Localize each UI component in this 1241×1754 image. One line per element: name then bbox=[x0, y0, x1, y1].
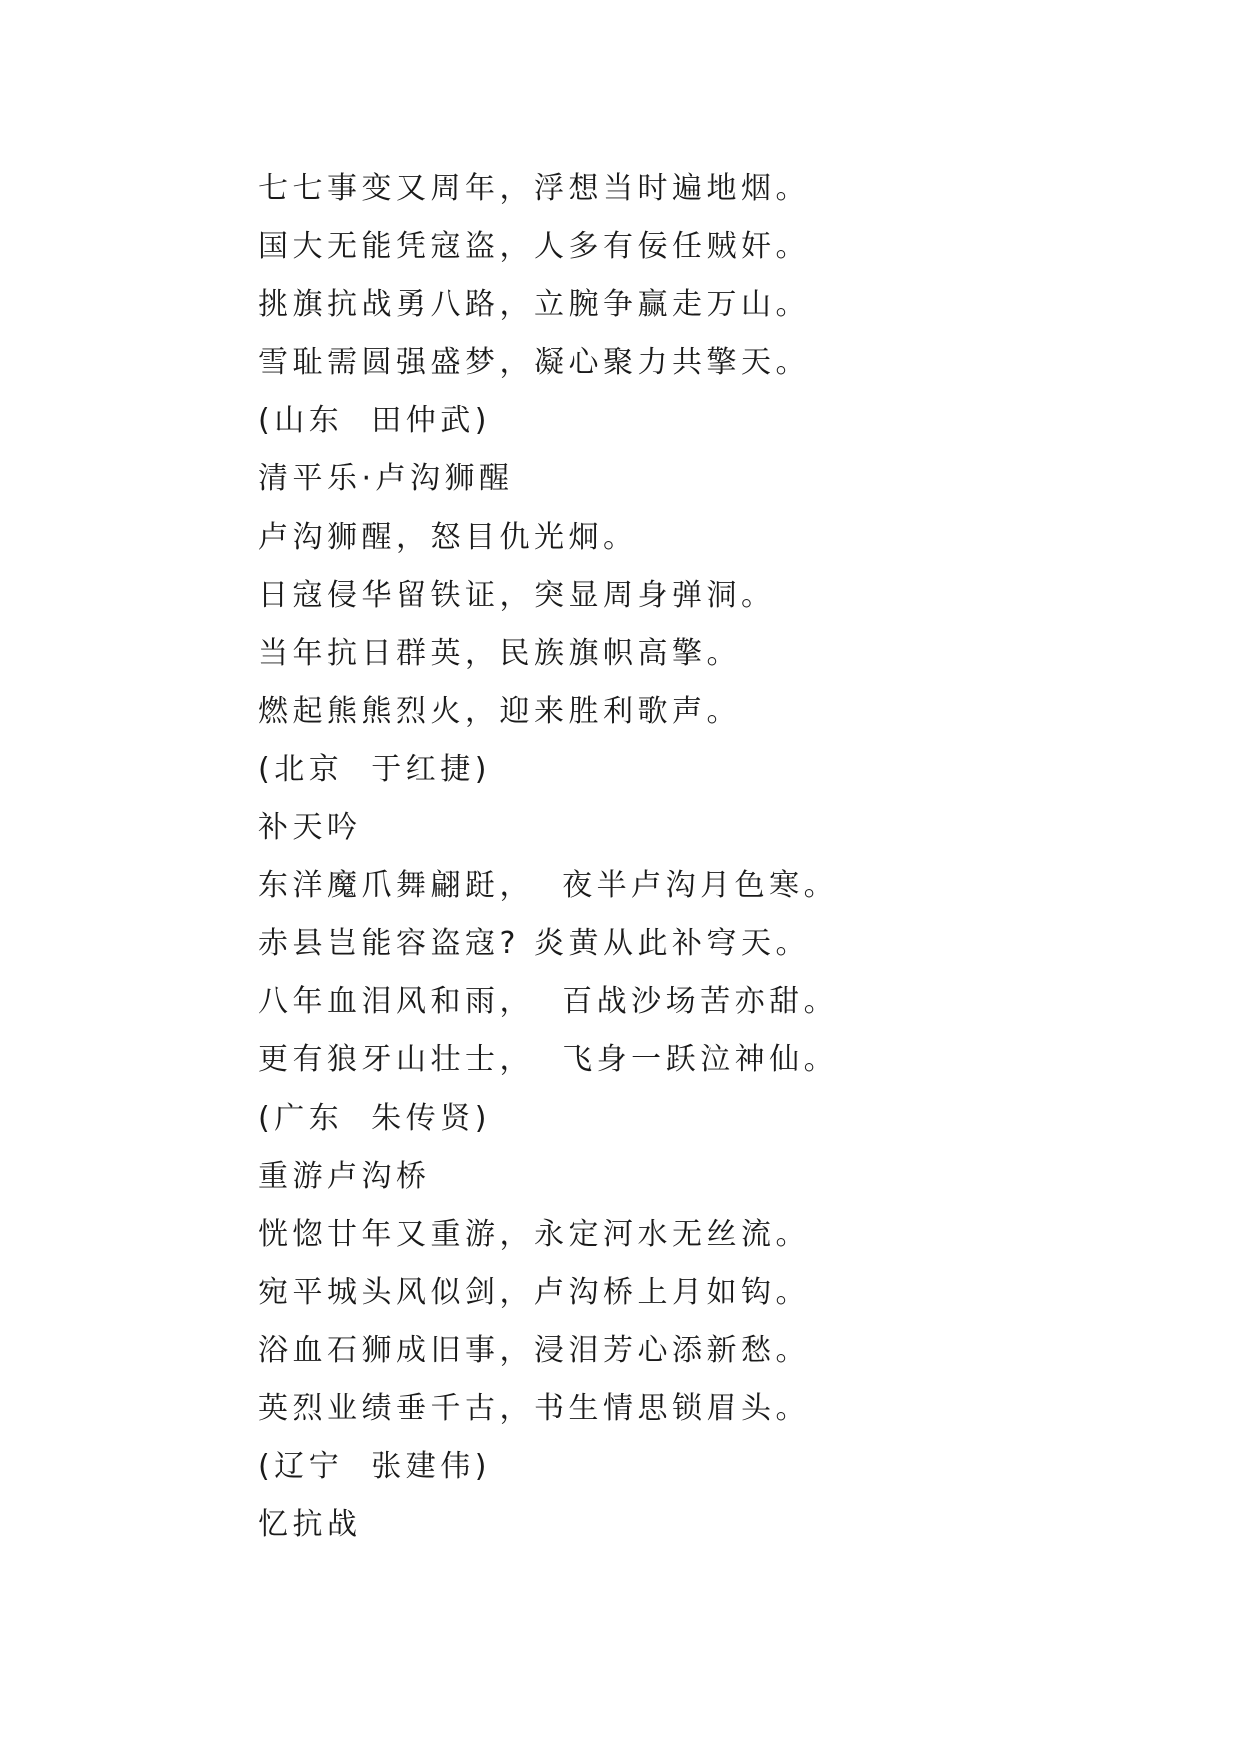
poem-title: 补天吟 bbox=[258, 810, 362, 846]
poem-title: 重游卢沟桥 bbox=[258, 1158, 431, 1194]
poem-author: (广东 朱传贤) bbox=[258, 1100, 491, 1136]
poem-line: 浴血石狮成旧事，浸泪芳心添新愁。 bbox=[258, 1332, 810, 1368]
poem-line: 燃起熊熊烈火，迎来胜利歌声。 bbox=[258, 693, 741, 729]
poem-text-block bbox=[258, 160, 838, 1554]
poem-line: 赤县岂能容盗寇? 炎黄从此补穹天。 bbox=[258, 926, 810, 962]
poem-line: 挑旗抗战勇八路，立腕争赢走万山。 bbox=[258, 287, 810, 323]
poem-line: 英烈业绩垂千古，书生情思锁眉头。 bbox=[258, 1390, 810, 1426]
poem-author: (北京 于红捷) bbox=[258, 751, 491, 787]
poem-line: 恍惚廿年又重游，永定河水无丝流。 bbox=[258, 1216, 810, 1252]
poem-line: 宛平城头风似剑，卢沟桥上月如钩。 bbox=[258, 1274, 810, 1310]
poem-line: 当年抗日群英，民族旗帜高擎。 bbox=[258, 635, 741, 671]
poem-line: 七七事变又周年，浮想当时遍地烟。 bbox=[258, 171, 810, 206]
poem-line: 日寇侵华留铁证，突显周身弹洞。 bbox=[258, 577, 776, 613]
poem-author: (辽宁 张建伟) bbox=[258, 1449, 491, 1485]
poem-line: 国大无能凭寇盗，人多有佞任贼奸。 bbox=[258, 229, 810, 265]
poem-line: 更有狼牙山壮士， 飞身一跃泣神仙。 bbox=[258, 1042, 839, 1078]
poem-author: (山东 田仲武) bbox=[258, 403, 491, 439]
poem-line: 东洋魔爪舞翩跹， 夜半卢沟月色寒。 bbox=[258, 868, 839, 904]
poem-title: 清平乐·卢沟狮醒 bbox=[258, 461, 514, 497]
poem-line: 八年血泪风和雨， 百战沙场苦亦甜。 bbox=[258, 984, 839, 1020]
poem-title: 忆抗战 bbox=[258, 1507, 362, 1543]
poem-line: 雪耻需圆强盛梦，凝心聚力共擎天。 bbox=[258, 345, 810, 381]
poem-line: 卢沟狮醒，怒目仇光炯。 bbox=[258, 519, 638, 555]
